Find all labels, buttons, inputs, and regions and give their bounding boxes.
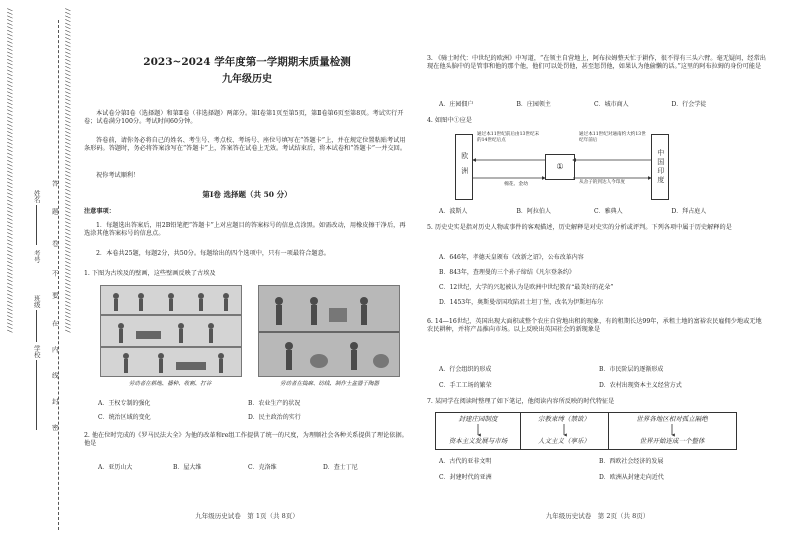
q1-option-c[interactable]: C．统治区域的变化 [98, 414, 151, 422]
table-cell-r1c3: 世界各地区相对孤立隔绝 [636, 415, 708, 423]
label-upper-left: 通过本11世纪前后由13世纪末的14世纪后点 [477, 132, 540, 143]
q7-option-d[interactable]: D．欧洲从封建走向近代 [599, 474, 664, 482]
q6-option-a[interactable]: A．行会组织的形成 [439, 366, 492, 373]
trade-diagram [455, 132, 675, 200]
q6-option-b[interactable]: B．市民阶层的逐渐形成 [599, 366, 664, 373]
table-cell-r2c2: 人文主义（享乐） [538, 437, 590, 445]
table-cell-r2c1: 资本主义发展与市场 [448, 437, 508, 445]
binding-strip [0, 0, 70, 550]
q5-option-b[interactable]: B．843年，查理曼的三个孙子缔结《凡尔登条约》 [439, 269, 575, 277]
right-page [425, 0, 770, 550]
q7-option-c[interactable]: C．封建时代的亚洲 [439, 474, 492, 482]
hatch-border-outer: ////////////////////////////////////////////////////////////////////////////////////////// [6, 8, 14, 334]
blank-1-box: ① [545, 154, 575, 180]
q2-options [98, 464, 398, 472]
school-field[interactable]: 学校 [32, 345, 41, 430]
q4-option-b[interactable]: B．阿拉伯人 [516, 208, 551, 215]
section-title: 第Ⅰ卷 选择题（共 50 分） [202, 190, 292, 199]
q5-options [439, 254, 759, 307]
q7-option-a[interactable]: A．古代的亚非文明 [439, 458, 492, 465]
q1-option-d[interactable]: D．民主政治的实行 [248, 414, 301, 422]
intro-paragraph-2: 答卷前，请你务必将自己的姓名、考生号、考点校、考场号、座位号填写在“答题卡”上，并在规定位置粘贴考试用条形码。答题时，务必将答案涂写在“答题卡”上，答案答在试卷上无效。考试结束后，将本试卷和“答题卡”一并交回。 [84, 137, 407, 153]
note-2: 2．本卷共25题，每题2分，共50分。每题给出的四个选项中，只有一项最符合题意。 [96, 250, 330, 257]
q5-option-c[interactable]: C．12世纪，大学的兴起被认为是欧洲中世纪教育“最美好的花朵” [439, 284, 614, 292]
label-lower-right: 从舍子的到达人今印度 [579, 180, 625, 185]
page-footer-left: 九年级历史试卷 第 1页（共 8页） [195, 512, 299, 520]
table-cell-r2c3: 世界开始连成一个整体 [639, 437, 705, 445]
table-cell-r1c2: 宗教束缚（禁欲） [538, 415, 590, 423]
intro-paragraph-1: 本试卷分第Ⅰ卷（选择题）和第Ⅱ卷（非选择题）两部分。第Ⅰ卷第1页至第5页，第Ⅱ卷第6页至第8页。考试实行开卷；试卷满分100分。考试时间60分钟。 [84, 110, 404, 126]
exam-subtitle: 九年级历史 [222, 74, 272, 85]
hatch-border-inner: ////////////////////////////////////////////////////////////////////////////////////////// [64, 8, 72, 334]
label-lower-left: 棉花、金幼 [504, 182, 528, 187]
q6-option-c[interactable]: C．手工工场的繁荣 [439, 382, 492, 390]
class-field[interactable]: 班级 [32, 295, 41, 342]
q4-option-c[interactable]: C．雅典人 [594, 208, 623, 215]
q3-stem: 3. 《骑士时代：中世纪的欧洲》中写道，“在领主自营地上，阿布拉姆整天忙于耕作，很不得有三头六臂。毫无疑问，经常出现在他头脑中的是管事和他的那个他，他们可以处罚他，甚至惩罚他，如果认为他偷懒的话。”这里的阿布拉姆的身份可能是 [427, 55, 766, 71]
mural-farming-image [100, 285, 242, 377]
good-luck: 祝你考试顺利！ [96, 172, 140, 179]
q2-option-a[interactable]: A．亚历山大 [98, 464, 133, 471]
q6-options [439, 366, 759, 390]
notes-title: 注意事项： [84, 208, 115, 215]
exam-title: 2023~2024 学年度第一学期期末质量检测 [143, 56, 351, 68]
q1-option-a[interactable]: A．王权专制的强化 [98, 400, 151, 407]
q7-option-b[interactable]: B．西欧社会经济的发展 [599, 458, 664, 465]
table-cell-r1c1: 封建庄园制度 [458, 415, 498, 423]
q4-stem: 4. 如图中①应是 [427, 117, 472, 124]
label-upper-right: 通过本11世纪对通南约大约13世纪年前后 [579, 132, 646, 143]
q4-options [439, 208, 749, 216]
notes-table [435, 412, 737, 450]
china-india-box: 中国印度 [651, 134, 669, 200]
page-footer-right: 九年级历史试卷 第 2页（共 8页） [545, 512, 650, 520]
exam-number-field[interactable]: 考号 [32, 250, 41, 263]
q2-option-d[interactable]: D．查士丁尼 [323, 464, 358, 471]
caption-crafts: 劳动者在捣麻、纺线、制作土盆器于陶器 [279, 381, 379, 387]
q4-option-d[interactable]: D．拜占庭人 [671, 208, 707, 215]
seal-chars: 答 题 卷 不 要 在 内 线 封 密 [50, 180, 59, 431]
q3-option-d[interactable]: D．行会学徒 [671, 101, 707, 108]
q1-option-b[interactable]: B．农业生产的状况 [248, 400, 301, 407]
q4-option-a[interactable]: A．波斯人 [439, 208, 468, 215]
note-1: 1．每题选出答案后，用2B铅笔把“答题卡”上对应题目的答案标号的信息点涂黑。如需改动，用橡皮擦干净后，再选涂其他答案标号的信息点。 [84, 222, 406, 238]
q3-option-a[interactable]: A．庄园佃户 [439, 101, 474, 108]
name-field[interactable]: 姓名 [32, 190, 41, 245]
q5-stem: 5. 历史史实是指对历史人物或事件的客观描述，历史解释是对史实的分析或评判。下列各项中属于历史解释的是 [427, 224, 732, 231]
q6-stem: 6. 14—16世纪，英国出现大面积或整个农庄自营地出租的现象，有的租期长达99年，承租土地的富裕农民雇佣少地或无地农民耕种，并将产品推向市场。以上反映出英国社会的新现象是 [427, 318, 762, 334]
q3-option-c[interactable]: C．城市商人 [594, 101, 629, 108]
q7-stem: 7. 某同学在阅读时整理了如下笔记，他阅读内容所反映的时代特征是 [427, 398, 615, 405]
q5-option-d[interactable]: D．1453年，奥斯曼帝国攻陷君士坦丁堡，改名为伊斯坦布尔 [439, 299, 604, 307]
left-page [82, 0, 412, 550]
q7-options [439, 458, 759, 482]
q2-option-c[interactable]: C．克洛维 [248, 464, 277, 471]
q3-option-b[interactable]: B．庄园领主 [516, 101, 551, 108]
q6-option-d[interactable]: D．农村出现资本主义经营方式 [599, 382, 682, 390]
caption-farming: 劳动者在耕地、播种、收割、打谷 [128, 381, 212, 387]
q1-stem: 1. 下图为古埃及的壁画，这些壁画反映了古埃及 [84, 270, 216, 277]
europe-box: 欧洲 [455, 134, 473, 200]
q5-option-a[interactable]: A．646年，孝德天皇颁布《改新之诏》，公布改革内容 [439, 254, 584, 261]
q1-options [98, 400, 398, 422]
q3-options [439, 101, 749, 109]
mural-crafts-image [258, 285, 400, 377]
q2-option-b[interactable]: B．屋大维 [173, 464, 202, 471]
q2-stem: 2. 他在位时完成的《罗马民法大全》为他的改革和re组工作提供了统一的尺度，为理顺社会各种关系提供了理论依据。他是 [84, 432, 408, 448]
